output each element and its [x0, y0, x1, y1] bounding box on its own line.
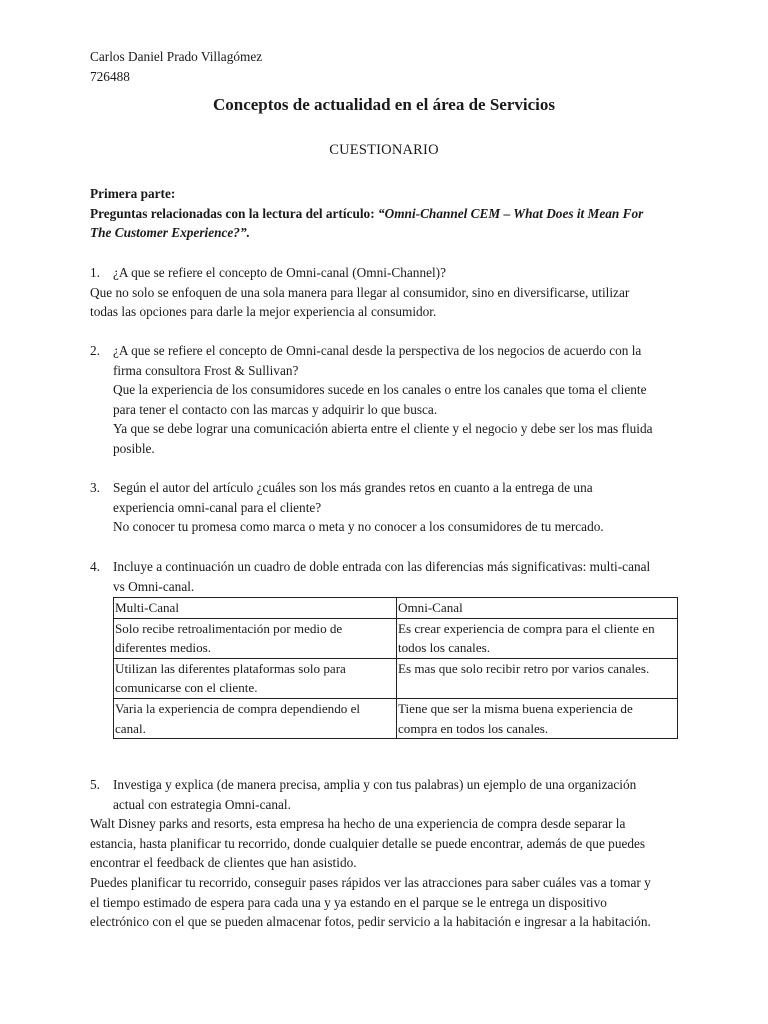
- table-cell: Es mas que solo recibir retro por varios canales.: [397, 658, 678, 698]
- student-id: 726488: [90, 68, 130, 84]
- question-5-answer: Walt Disney parks and resorts, esta empresa ha hecho de una experiencia de compra desde separar la estancia, hasta planificar tu recorrido, donde cualquier detalle se puede encontrar, además de que puedes encontrar el feedback de clientes que han asistido. Puedes planificar tu recorrido, conseguir pases rápidos ver las atracciones para saber cuáles vas a tomar y el tiempo estimado de espera para cada una y ya estando en el parque se le entrega un dispositivo electrónico con el que se pueden almacenar fotos, pedir servicio a la habitación e ingresar a la habitación.: [90, 816, 651, 930]
- document-subtitle: CUESTIONARIO: [329, 142, 439, 158]
- question-1-answer: Que no solo se enfoquen de una sola manera para llegar al consumidor, sino en diversificarse, utilizar todas las opciones para darle la mejor experiencia al consumidor.: [90, 284, 630, 320]
- table-row: [114, 698, 678, 738]
- question-number: 3.: [90, 480, 100, 495]
- question-2-text: 2. ¿A que se refiere el concepto de Omni-canal desde la perspectiva de los negocios de acuerdo con la firma consultora Frost & Sullivan?: [90, 343, 642, 378]
- question-2-answer: Que la experiencia de los consumidores sucede en los canales o entre los canales que toma el cliente para tener el contacto con las marcas y adquirir lo que busca. Ya que se debe lograr una comunicación abierta entre el cliente y el negocio y debe ser los mas fluida posible.: [113, 382, 653, 456]
- question-3-text: 3. Según el autor del artículo ¿cuáles son los más grandes retos en cuanto a la entrega de una experiencia omni-canal para el cliente?: [90, 480, 593, 515]
- question-4: [90, 557, 690, 596]
- table-cell: Utilizan las diferentes plataformas solo para comunicarse con el cliente.: [114, 658, 397, 698]
- question-5-text: 5. Investiga y explica (de manera precisa, amplia y con tus palabras) un ejemplo de una organización actual con estrategia Omni-canal.: [90, 777, 637, 812]
- table-cell: Tiene que ser la misma buena experiencia de compra en todos los canales.: [397, 698, 678, 738]
- question-2: [90, 341, 690, 459]
- author-block: [90, 47, 262, 86]
- article-title-line2: The Customer Experience?”.: [90, 225, 250, 241]
- document-title: Conceptos de actualidad en el área de Servicios: [212, 95, 556, 114]
- question-5: [90, 775, 690, 932]
- article-title-line1: “Omni-Channel CEM – What Does it Mean For: [377, 205, 644, 221]
- question-1: [90, 263, 690, 322]
- comparison-table: [113, 597, 678, 739]
- part-label: Primera parte:: [90, 186, 176, 201]
- article-intro-line: [90, 204, 690, 224]
- table-cell: Varia la experiencia de compra dependiendo el canal.: [114, 698, 397, 738]
- question-4-text: 4. Incluye a continuación un cuadro de doble entrada con las diferencias más significativas: multi-canal vs Omni-canal.: [90, 559, 651, 594]
- question-number: 2.: [90, 343, 100, 358]
- question-3: [90, 478, 690, 537]
- table-cell: Solo recibe retroalimentación por medio de diferentes medios.: [114, 618, 397, 658]
- question-number: 5.: [90, 777, 100, 792]
- question-number: 4.: [90, 559, 100, 574]
- part-header: [90, 184, 690, 243]
- author-name: Carlos Daniel Prado Villagómez: [90, 49, 263, 64]
- question-3-answer: No conocer tu promesa como marca o meta y no conocer a los consumidores de tu mercado.: [113, 519, 604, 535]
- table-row: [114, 618, 678, 658]
- table-header-omnicanal: Omni-Canal: [397, 598, 678, 619]
- table-header-row: [114, 598, 678, 619]
- article-intro-label: Preguntas relacionadas con la lectura del artículo:: [90, 205, 375, 221]
- table-header-multicanal: Multi-Canal: [114, 598, 397, 619]
- table-cell: Es crear experiencia de compra para el cliente en todos los canales.: [397, 618, 678, 658]
- question-number: 1.: [90, 265, 100, 280]
- table-row: [114, 658, 678, 698]
- question-1-text: 1. ¿A que se refiere el concepto de Omni-canal (Omni-Channel)?: [90, 263, 690, 283]
